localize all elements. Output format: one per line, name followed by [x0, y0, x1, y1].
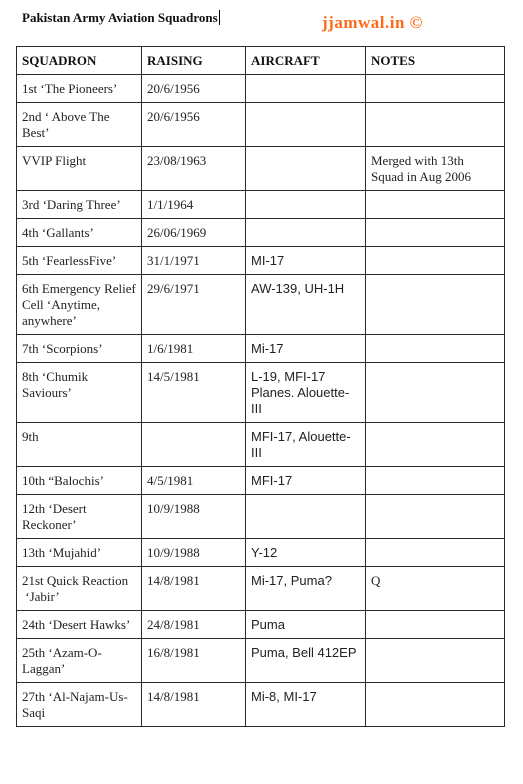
- cell-aircraft: L-19, MFI-17 Planes. Alouette-III: [246, 363, 366, 423]
- cell-squadron: 1st ‘The Pioneers’: [17, 75, 142, 103]
- cell-notes: [366, 247, 505, 275]
- document-title: [22, 10, 220, 26]
- cell-aircraft: MI-17: [246, 247, 366, 275]
- table-row: [17, 147, 505, 191]
- cell-raising: 31/1/1971: [142, 247, 246, 275]
- cell-notes: [366, 219, 505, 247]
- cell-squadron: 6th Emergency Relief Cell ‘Anytime, anywhere’: [17, 275, 142, 335]
- cell-aircraft: Puma: [246, 611, 366, 639]
- header-raising: RAISING: [142, 47, 246, 75]
- cell-squadron: VVIP Flight: [17, 147, 142, 191]
- cell-squadron: 4th ‘Gallants’: [17, 219, 142, 247]
- cell-notes: Merged with 13th Squad in Aug 2006: [366, 147, 505, 191]
- table-row: [17, 335, 505, 363]
- cell-raising: 20/6/1956: [142, 103, 246, 147]
- cell-raising: 20/6/1956: [142, 75, 246, 103]
- cell-notes: [366, 639, 505, 683]
- table-row: [17, 275, 505, 335]
- cell-squadron: 5th ‘FearlessFive’: [17, 247, 142, 275]
- table-row: [17, 247, 505, 275]
- cell-raising: 14/8/1981: [142, 567, 246, 611]
- cell-notes: [366, 335, 505, 363]
- table-row: [17, 639, 505, 683]
- table-row: [17, 567, 505, 611]
- header-squadron: SQUADRON: [17, 47, 142, 75]
- cell-aircraft: [246, 191, 366, 219]
- cell-aircraft: MFI-17, Alouette-III: [246, 423, 366, 467]
- cell-aircraft: Mi-8, MI-17: [246, 683, 366, 727]
- cell-notes: [366, 363, 505, 423]
- header-aircraft: AIRCRAFT: [246, 47, 366, 75]
- cell-raising: 26/06/1969: [142, 219, 246, 247]
- cell-raising: 1/1/1964: [142, 191, 246, 219]
- cell-squadron: 8th ‘Chumik Saviours’: [17, 363, 142, 423]
- cell-notes: [366, 275, 505, 335]
- cell-aircraft: MFI-17: [246, 467, 366, 495]
- table-row: [17, 683, 505, 727]
- cell-squadron: 9th: [17, 423, 142, 467]
- cell-raising: 29/6/1971: [142, 275, 246, 335]
- text-cursor: [219, 10, 220, 25]
- header-notes: NOTES: [366, 47, 505, 75]
- cell-aircraft: [246, 147, 366, 191]
- squadron-table: [16, 46, 505, 727]
- cell-squadron: 12th ‘Desert Reckoner’: [17, 495, 142, 539]
- cell-aircraft: Puma, Bell 412EP: [246, 639, 366, 683]
- document-title-text: Pakistan Army Aviation Squadrons: [22, 10, 218, 25]
- cell-notes: [366, 683, 505, 727]
- cell-notes: [366, 191, 505, 219]
- table-row: [17, 75, 505, 103]
- cell-notes: [366, 467, 505, 495]
- cell-squadron: 27th ‘Al-Najam-Us-Saqi: [17, 683, 142, 727]
- cell-aircraft: Mi-17, Puma?: [246, 567, 366, 611]
- cell-aircraft: Y-12: [246, 539, 366, 567]
- table-row: [17, 467, 505, 495]
- cell-squadron: 21st Quick Reaction ‘Jabir’: [17, 567, 142, 611]
- table-row: [17, 103, 505, 147]
- cell-squadron: 10th “Balochis’: [17, 467, 142, 495]
- cell-notes: [366, 75, 505, 103]
- cell-notes: Q: [366, 567, 505, 611]
- cell-notes: [366, 495, 505, 539]
- cell-raising: 4/5/1981: [142, 467, 246, 495]
- cell-raising: [142, 423, 246, 467]
- table-body: [17, 75, 505, 727]
- cell-raising: 10/9/1988: [142, 539, 246, 567]
- cell-aircraft: [246, 495, 366, 539]
- cell-squadron: 3rd ‘Daring Three’: [17, 191, 142, 219]
- cell-raising: 23/08/1963: [142, 147, 246, 191]
- cell-raising: 1/6/1981: [142, 335, 246, 363]
- cell-raising: 24/8/1981: [142, 611, 246, 639]
- cell-aircraft: [246, 219, 366, 247]
- cell-raising: 14/8/1981: [142, 683, 246, 727]
- cell-raising: 10/9/1988: [142, 495, 246, 539]
- table-row: [17, 219, 505, 247]
- table-row: [17, 191, 505, 219]
- cell-squadron: 25th ‘Azam-O-Laggan’: [17, 639, 142, 683]
- table-row: [17, 495, 505, 539]
- cell-raising: 16/8/1981: [142, 639, 246, 683]
- cell-notes: [366, 611, 505, 639]
- cell-aircraft: [246, 103, 366, 147]
- cell-notes: [366, 103, 505, 147]
- cell-aircraft: AW-139, UH-1H: [246, 275, 366, 335]
- cell-raising: 14/5/1981: [142, 363, 246, 423]
- table-row: [17, 423, 505, 467]
- table-row: [17, 363, 505, 423]
- table-row: [17, 611, 505, 639]
- cell-aircraft: Mi-17: [246, 335, 366, 363]
- cell-notes: [366, 423, 505, 467]
- cell-aircraft: [246, 75, 366, 103]
- table-row: [17, 539, 505, 567]
- cell-squadron: 24th ‘Desert Hawks’: [17, 611, 142, 639]
- cell-squadron: 2nd ‘ Above The Best’: [17, 103, 142, 147]
- cell-notes: [366, 539, 505, 567]
- watermark: jjamwal.in ©: [322, 13, 423, 32]
- table-header-row: [17, 47, 505, 75]
- cell-squadron: 13th ‘Mujahid’: [17, 539, 142, 567]
- cell-squadron: 7th ‘Scorpions’: [17, 335, 142, 363]
